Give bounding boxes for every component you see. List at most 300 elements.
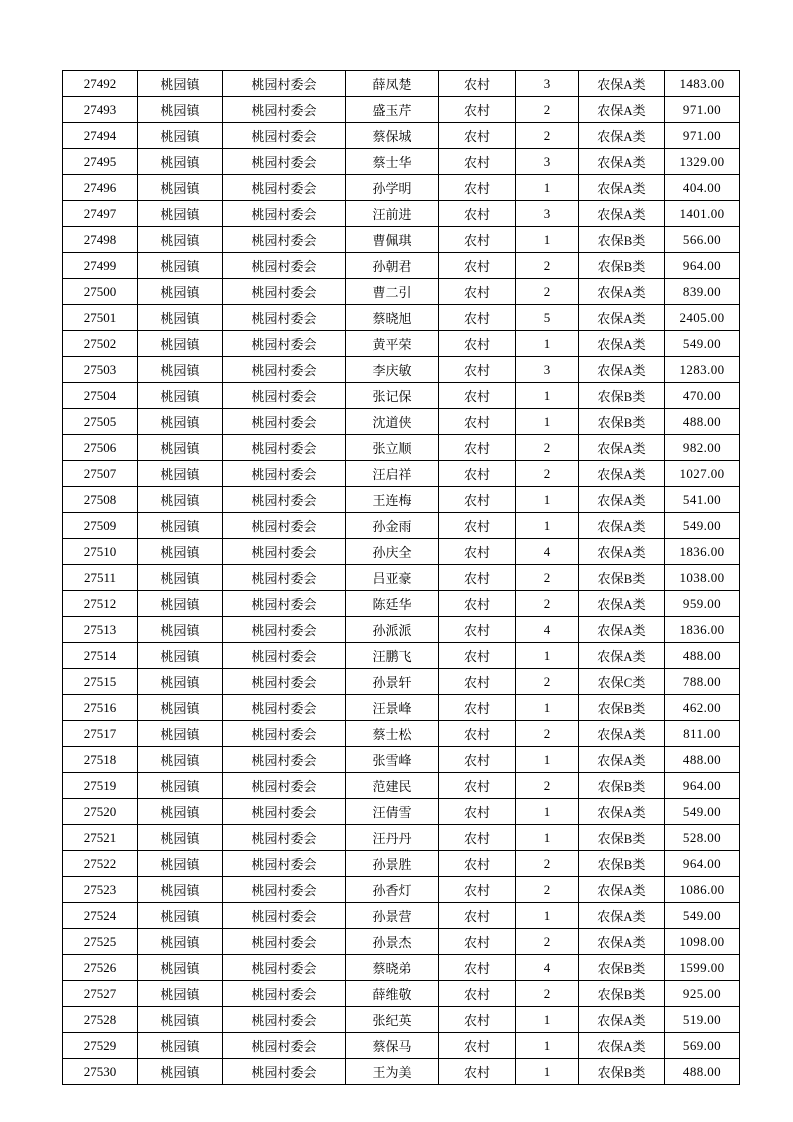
cell-name: 孙景胜: [346, 851, 439, 877]
table-row: [63, 123, 740, 149]
cell-count: 2: [516, 97, 579, 123]
cell-name: 汪景峰: [346, 695, 439, 721]
table-row: [63, 851, 740, 877]
cell-type: 农村: [439, 851, 516, 877]
cell-amount: 1027.00: [665, 461, 740, 487]
cell-village: 桃园村委会: [223, 201, 346, 227]
cell-village: 桃园村委会: [223, 461, 346, 487]
cell-id: 27518: [63, 747, 138, 773]
cell-village: 桃园村委会: [223, 227, 346, 253]
subsidy-table: [62, 70, 740, 1085]
cell-amount: 982.00: [665, 435, 740, 461]
cell-amount: 959.00: [665, 591, 740, 617]
cell-id: 27530: [63, 1059, 138, 1085]
cell-count: 1: [516, 331, 579, 357]
table-row: [63, 747, 740, 773]
cell-category: 农保A类: [579, 487, 665, 513]
cell-category: 农保A类: [579, 331, 665, 357]
cell-category: 农保B类: [579, 955, 665, 981]
cell-category: 农保A类: [579, 591, 665, 617]
cell-category: 农保A类: [579, 175, 665, 201]
cell-name: 王连梅: [346, 487, 439, 513]
table-row: [63, 565, 740, 591]
cell-town: 桃园镇: [138, 877, 223, 903]
cell-name: 孙金雨: [346, 513, 439, 539]
cell-name: 孙景轩: [346, 669, 439, 695]
cell-village: 桃园村委会: [223, 305, 346, 331]
cell-count: 1: [516, 643, 579, 669]
cell-category: 农保A类: [579, 721, 665, 747]
cell-count: 1: [516, 1033, 579, 1059]
cell-count: 1: [516, 1059, 579, 1085]
cell-village: 桃园村委会: [223, 695, 346, 721]
cell-town: 桃园镇: [138, 799, 223, 825]
cell-amount: 549.00: [665, 799, 740, 825]
cell-amount: 549.00: [665, 903, 740, 929]
cell-count: 1: [516, 383, 579, 409]
cell-id: 27529: [63, 1033, 138, 1059]
cell-type: 农村: [439, 773, 516, 799]
cell-name: 张立顺: [346, 435, 439, 461]
cell-name: 吕亚豪: [346, 565, 439, 591]
cell-name: 汪鹏飞: [346, 643, 439, 669]
cell-category: 农保A类: [579, 305, 665, 331]
cell-category: 农保A类: [579, 435, 665, 461]
cell-id: 27507: [63, 461, 138, 487]
cell-type: 农村: [439, 617, 516, 643]
cell-category: 农保B类: [579, 825, 665, 851]
cell-town: 桃园镇: [138, 71, 223, 97]
cell-count: 2: [516, 435, 579, 461]
cell-town: 桃园镇: [138, 357, 223, 383]
cell-category: 农保A类: [579, 123, 665, 149]
cell-town: 桃园镇: [138, 513, 223, 539]
cell-town: 桃园镇: [138, 253, 223, 279]
table-row: [63, 279, 740, 305]
cell-village: 桃园村委会: [223, 1033, 346, 1059]
cell-category: 农保A类: [579, 149, 665, 175]
cell-amount: 569.00: [665, 1033, 740, 1059]
cell-town: 桃园镇: [138, 331, 223, 357]
cell-amount: 549.00: [665, 513, 740, 539]
cell-count: 2: [516, 253, 579, 279]
cell-category: 农保A类: [579, 1033, 665, 1059]
cell-type: 农村: [439, 903, 516, 929]
cell-type: 农村: [439, 435, 516, 461]
cell-id: 27495: [63, 149, 138, 175]
cell-village: 桃园村委会: [223, 487, 346, 513]
cell-count: 3: [516, 71, 579, 97]
cell-name: 沈道侠: [346, 409, 439, 435]
cell-count: 4: [516, 617, 579, 643]
table-row: [63, 253, 740, 279]
table-row: [63, 71, 740, 97]
cell-id: 27510: [63, 539, 138, 565]
cell-category: 农保A类: [579, 539, 665, 565]
cell-category: 农保B类: [579, 1059, 665, 1085]
table-row: [63, 461, 740, 487]
cell-type: 农村: [439, 513, 516, 539]
cell-name: 盛玉芹: [346, 97, 439, 123]
cell-type: 农村: [439, 981, 516, 1007]
cell-village: 桃园村委会: [223, 799, 346, 825]
cell-town: 桃园镇: [138, 123, 223, 149]
cell-village: 桃园村委会: [223, 175, 346, 201]
cell-town: 桃园镇: [138, 305, 223, 331]
table-row: [63, 695, 740, 721]
cell-amount: 519.00: [665, 1007, 740, 1033]
cell-category: 农保B类: [579, 851, 665, 877]
cell-id: 27514: [63, 643, 138, 669]
cell-category: 农保B类: [579, 565, 665, 591]
cell-village: 桃园村委会: [223, 1007, 346, 1033]
cell-count: 1: [516, 487, 579, 513]
cell-town: 桃园镇: [138, 1007, 223, 1033]
cell-category: 农保B类: [579, 773, 665, 799]
cell-village: 桃园村委会: [223, 617, 346, 643]
table-row: [63, 227, 740, 253]
cell-type: 农村: [439, 253, 516, 279]
cell-count: 2: [516, 851, 579, 877]
cell-name: 孙庆全: [346, 539, 439, 565]
cell-town: 桃园镇: [138, 617, 223, 643]
cell-category: 农保A类: [579, 513, 665, 539]
cell-type: 农村: [439, 487, 516, 513]
cell-type: 农村: [439, 955, 516, 981]
cell-name: 孙朝君: [346, 253, 439, 279]
cell-town: 桃园镇: [138, 149, 223, 175]
table-row: [63, 331, 740, 357]
cell-name: 汪前进: [346, 201, 439, 227]
cell-name: 范建民: [346, 773, 439, 799]
cell-type: 农村: [439, 877, 516, 903]
cell-type: 农村: [439, 1007, 516, 1033]
cell-village: 桃园村委会: [223, 851, 346, 877]
cell-amount: 462.00: [665, 695, 740, 721]
cell-village: 桃园村委会: [223, 253, 346, 279]
cell-town: 桃园镇: [138, 383, 223, 409]
cell-id: 27524: [63, 903, 138, 929]
cell-town: 桃园镇: [138, 201, 223, 227]
cell-village: 桃园村委会: [223, 383, 346, 409]
cell-count: 1: [516, 409, 579, 435]
cell-town: 桃园镇: [138, 695, 223, 721]
cell-id: 27526: [63, 955, 138, 981]
cell-village: 桃园村委会: [223, 877, 346, 903]
cell-village: 桃园村委会: [223, 539, 346, 565]
cell-type: 农村: [439, 279, 516, 305]
cell-village: 桃园村委会: [223, 955, 346, 981]
cell-name: 曹二引: [346, 279, 439, 305]
cell-id: 27509: [63, 513, 138, 539]
table-row: [63, 201, 740, 227]
cell-name: 孙景营: [346, 903, 439, 929]
cell-town: 桃园镇: [138, 97, 223, 123]
cell-town: 桃园镇: [138, 409, 223, 435]
cell-name: 张纪英: [346, 1007, 439, 1033]
cell-town: 桃园镇: [138, 643, 223, 669]
cell-name: 薛维敬: [346, 981, 439, 1007]
cell-type: 农村: [439, 409, 516, 435]
cell-category: 农保A类: [579, 1007, 665, 1033]
table-row: [63, 643, 740, 669]
table-row: [63, 175, 740, 201]
cell-category: 农保A类: [579, 643, 665, 669]
cell-type: 农村: [439, 149, 516, 175]
cell-name: 孙景杰: [346, 929, 439, 955]
cell-village: 桃园村委会: [223, 71, 346, 97]
cell-count: 1: [516, 227, 579, 253]
cell-id: 27517: [63, 721, 138, 747]
cell-village: 桃园村委会: [223, 149, 346, 175]
cell-type: 农村: [439, 1033, 516, 1059]
table-row: [63, 1033, 740, 1059]
cell-town: 桃园镇: [138, 591, 223, 617]
cell-town: 桃园镇: [138, 929, 223, 955]
cell-id: 27492: [63, 71, 138, 97]
cell-category: 农保B类: [579, 695, 665, 721]
table-row: [63, 669, 740, 695]
cell-village: 桃园村委会: [223, 409, 346, 435]
cell-name: 陈廷华: [346, 591, 439, 617]
cell-amount: 488.00: [665, 1059, 740, 1085]
cell-type: 农村: [439, 97, 516, 123]
cell-town: 桃园镇: [138, 539, 223, 565]
cell-category: 农保B类: [579, 227, 665, 253]
cell-count: 4: [516, 955, 579, 981]
cell-type: 农村: [439, 825, 516, 851]
cell-category: 农保B类: [579, 409, 665, 435]
cell-count: 2: [516, 773, 579, 799]
cell-amount: 1098.00: [665, 929, 740, 955]
cell-type: 农村: [439, 929, 516, 955]
cell-type: 农村: [439, 1059, 516, 1085]
cell-id: 27511: [63, 565, 138, 591]
cell-category: 农保B类: [579, 383, 665, 409]
cell-amount: 488.00: [665, 409, 740, 435]
cell-amount: 1401.00: [665, 201, 740, 227]
cell-id: 27525: [63, 929, 138, 955]
cell-amount: 964.00: [665, 253, 740, 279]
table-row: [63, 97, 740, 123]
cell-amount: 1836.00: [665, 617, 740, 643]
cell-category: 农保A类: [579, 357, 665, 383]
cell-village: 桃园村委会: [223, 591, 346, 617]
table-row: [63, 513, 740, 539]
cell-name: 蔡士松: [346, 721, 439, 747]
cell-amount: 404.00: [665, 175, 740, 201]
cell-name: 蔡晓旭: [346, 305, 439, 331]
cell-name: 蔡士华: [346, 149, 439, 175]
cell-count: 3: [516, 201, 579, 227]
cell-town: 桃园镇: [138, 435, 223, 461]
cell-type: 农村: [439, 591, 516, 617]
cell-count: 1: [516, 747, 579, 773]
cell-town: 桃园镇: [138, 851, 223, 877]
cell-category: 农保A类: [579, 877, 665, 903]
cell-type: 农村: [439, 123, 516, 149]
cell-village: 桃园村委会: [223, 825, 346, 851]
cell-town: 桃园镇: [138, 955, 223, 981]
cell-amount: 1599.00: [665, 955, 740, 981]
cell-type: 农村: [439, 695, 516, 721]
cell-name: 孙学明: [346, 175, 439, 201]
cell-town: 桃园镇: [138, 747, 223, 773]
cell-village: 桃园村委会: [223, 721, 346, 747]
cell-amount: 811.00: [665, 721, 740, 747]
table-row: [63, 825, 740, 851]
cell-count: 2: [516, 929, 579, 955]
cell-amount: 541.00: [665, 487, 740, 513]
cell-name: 汪倩雪: [346, 799, 439, 825]
cell-amount: 1038.00: [665, 565, 740, 591]
cell-village: 桃园村委会: [223, 279, 346, 305]
cell-category: 农保A类: [579, 929, 665, 955]
cell-category: 农保A类: [579, 461, 665, 487]
cell-amount: 1483.00: [665, 71, 740, 97]
table-row: [63, 903, 740, 929]
cell-id: 27500: [63, 279, 138, 305]
cell-type: 农村: [439, 669, 516, 695]
cell-amount: 964.00: [665, 851, 740, 877]
cell-name: 蔡保城: [346, 123, 439, 149]
table-row: [63, 149, 740, 175]
cell-town: 桃园镇: [138, 461, 223, 487]
cell-id: 27523: [63, 877, 138, 903]
table-row: [63, 929, 740, 955]
cell-village: 桃园村委会: [223, 97, 346, 123]
cell-count: 2: [516, 279, 579, 305]
cell-town: 桃园镇: [138, 903, 223, 929]
cell-type: 农村: [439, 201, 516, 227]
cell-name: 汪启祥: [346, 461, 439, 487]
cell-id: 27508: [63, 487, 138, 513]
cell-id: 27512: [63, 591, 138, 617]
cell-town: 桃园镇: [138, 1059, 223, 1085]
cell-village: 桃园村委会: [223, 929, 346, 955]
cell-count: 2: [516, 461, 579, 487]
table-row: [63, 877, 740, 903]
cell-type: 农村: [439, 747, 516, 773]
cell-town: 桃园镇: [138, 175, 223, 201]
cell-id: 27520: [63, 799, 138, 825]
cell-amount: 488.00: [665, 747, 740, 773]
cell-name: 孙派派: [346, 617, 439, 643]
cell-id: 27513: [63, 617, 138, 643]
cell-town: 桃园镇: [138, 279, 223, 305]
cell-amount: 1836.00: [665, 539, 740, 565]
cell-id: 27515: [63, 669, 138, 695]
cell-id: 27519: [63, 773, 138, 799]
cell-id: 27516: [63, 695, 138, 721]
cell-count: 1: [516, 695, 579, 721]
cell-id: 27499: [63, 253, 138, 279]
cell-type: 农村: [439, 227, 516, 253]
cell-amount: 925.00: [665, 981, 740, 1007]
cell-village: 桃园村委会: [223, 123, 346, 149]
cell-id: 27505: [63, 409, 138, 435]
cell-count: 2: [516, 565, 579, 591]
cell-category: 农保C类: [579, 669, 665, 695]
cell-name: 蔡晓弟: [346, 955, 439, 981]
cell-amount: 528.00: [665, 825, 740, 851]
cell-name: 薛凤楚: [346, 71, 439, 97]
cell-id: 27497: [63, 201, 138, 227]
cell-count: 2: [516, 669, 579, 695]
table-row: [63, 591, 740, 617]
cell-amount: 470.00: [665, 383, 740, 409]
cell-amount: 566.00: [665, 227, 740, 253]
table-row: [63, 487, 740, 513]
cell-type: 农村: [439, 383, 516, 409]
table-row: [63, 357, 740, 383]
cell-amount: 1086.00: [665, 877, 740, 903]
cell-id: 27506: [63, 435, 138, 461]
cell-village: 桃园村委会: [223, 331, 346, 357]
cell-name: 王为美: [346, 1059, 439, 1085]
cell-category: 农保A类: [579, 903, 665, 929]
cell-category: 农保A类: [579, 617, 665, 643]
table-row: [63, 981, 740, 1007]
cell-count: 1: [516, 513, 579, 539]
cell-name: 汪丹丹: [346, 825, 439, 851]
cell-category: 农保A类: [579, 799, 665, 825]
cell-village: 桃园村委会: [223, 981, 346, 1007]
table-row: [63, 799, 740, 825]
cell-id: 27502: [63, 331, 138, 357]
cell-name: 李庆敏: [346, 357, 439, 383]
cell-id: 27494: [63, 123, 138, 149]
cell-type: 农村: [439, 565, 516, 591]
cell-town: 桃园镇: [138, 487, 223, 513]
cell-category: 农保A类: [579, 201, 665, 227]
cell-category: 农保B类: [579, 981, 665, 1007]
cell-category: 农保B类: [579, 253, 665, 279]
cell-village: 桃园村委会: [223, 565, 346, 591]
table-row: [63, 383, 740, 409]
cell-type: 农村: [439, 175, 516, 201]
cell-type: 农村: [439, 799, 516, 825]
cell-town: 桃园镇: [138, 565, 223, 591]
cell-town: 桃园镇: [138, 721, 223, 747]
cell-id: 27498: [63, 227, 138, 253]
cell-count: 2: [516, 981, 579, 1007]
cell-amount: 839.00: [665, 279, 740, 305]
cell-count: 4: [516, 539, 579, 565]
cell-amount: 964.00: [665, 773, 740, 799]
cell-count: 1: [516, 825, 579, 851]
cell-village: 桃园村委会: [223, 773, 346, 799]
cell-type: 农村: [439, 357, 516, 383]
cell-name: 孙香灯: [346, 877, 439, 903]
cell-village: 桃园村委会: [223, 669, 346, 695]
cell-id: 27527: [63, 981, 138, 1007]
cell-type: 农村: [439, 539, 516, 565]
cell-count: 1: [516, 903, 579, 929]
cell-amount: 549.00: [665, 331, 740, 357]
cell-amount: 488.00: [665, 643, 740, 669]
cell-type: 农村: [439, 71, 516, 97]
table-row: [63, 955, 740, 981]
cell-village: 桃园村委会: [223, 513, 346, 539]
cell-id: 27503: [63, 357, 138, 383]
cell-name: 蔡保马: [346, 1033, 439, 1059]
cell-village: 桃园村委会: [223, 903, 346, 929]
table-row: [63, 305, 740, 331]
table-row: [63, 539, 740, 565]
cell-name: 黄平荣: [346, 331, 439, 357]
cell-count: 5: [516, 305, 579, 331]
